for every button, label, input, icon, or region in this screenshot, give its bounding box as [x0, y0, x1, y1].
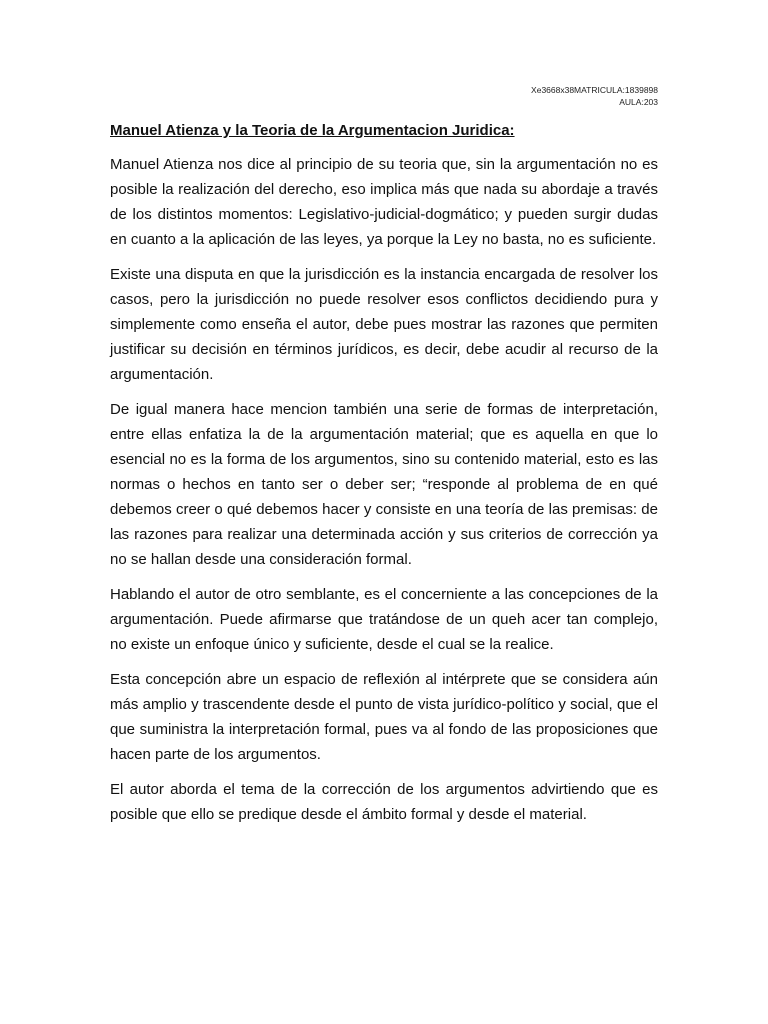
matricula-line: Xe3668x38MATRICULA:1839898 [531, 85, 658, 95]
paragraph-5: Esta concepción abre un espacio de reflexión al intérprete que se considera aún más amplio y trascendente desde el punto de vista jurídico-político y social, que el que suministra la interpretación formal, pues va al fondo de las proposiciones que hacen parte de los argumentos. [110, 671, 658, 763]
document-page [110, 84, 658, 837]
paragraph-4: Hablando el autor de otro semblante, es el concerniente a las concepciones de la argumentación. Puede afirmarse que tratándose de un queh acer tan complejo, no existe un enfoque único y suficiente, desde el cual se la realice. [110, 586, 658, 653]
aula-line: AULA:203 [619, 97, 658, 107]
paragraph-1: Manuel Atienza nos dice al principio de su teoria que, sin la argumentación no es posible la realización del derecho, eso implica más que nada su abordaje a través de los distintos momentos: Legislativo-judicial-dogmático; y pueden surgir dudas en cuanto a la aplicación de las leyes, ya porque la Ley no basta, no es suficiente. [110, 156, 658, 248]
document-title: Manuel Atienza y la Teoria de la Argumentacion Juridica: [110, 122, 515, 139]
paragraph-2: Existe una disputa en que la jurisdicción es la instancia encargada de resolver los casos, pero la jurisdicción no puede resolver esos conflictos decidiendo pura y simplemente como enseña el autor, debe pues mostrar las razones que permiten justificar su decisión en términos jurídicos, es decir, debe acudir al recurso de la argumentación. [110, 266, 658, 383]
paragraph-6: El autor aborda el tema de la corrección de los argumentos advirtiendo que es posible que ello se predique desde el ámbito formal y desde el material. [110, 781, 658, 823]
document-body [110, 152, 658, 827]
paragraph-3: De igual manera hace mencion también una serie de formas de interpretación, entre ellas enfatiza la de la argumentación material; que es aquella en que lo esencial no es la forma de los argumentos, sino su contenido material, esto es las normas o hechos en tanto ser o deber ser; “responde al problema de en qué debemos creer o qué debemos hacer y consiste en una teoría de las premisas: de las razones para realizar una determinada acción y sus criterios de corrección ya no se hallan desde una consideración formal. [110, 401, 658, 568]
header-meta [110, 84, 658, 108]
